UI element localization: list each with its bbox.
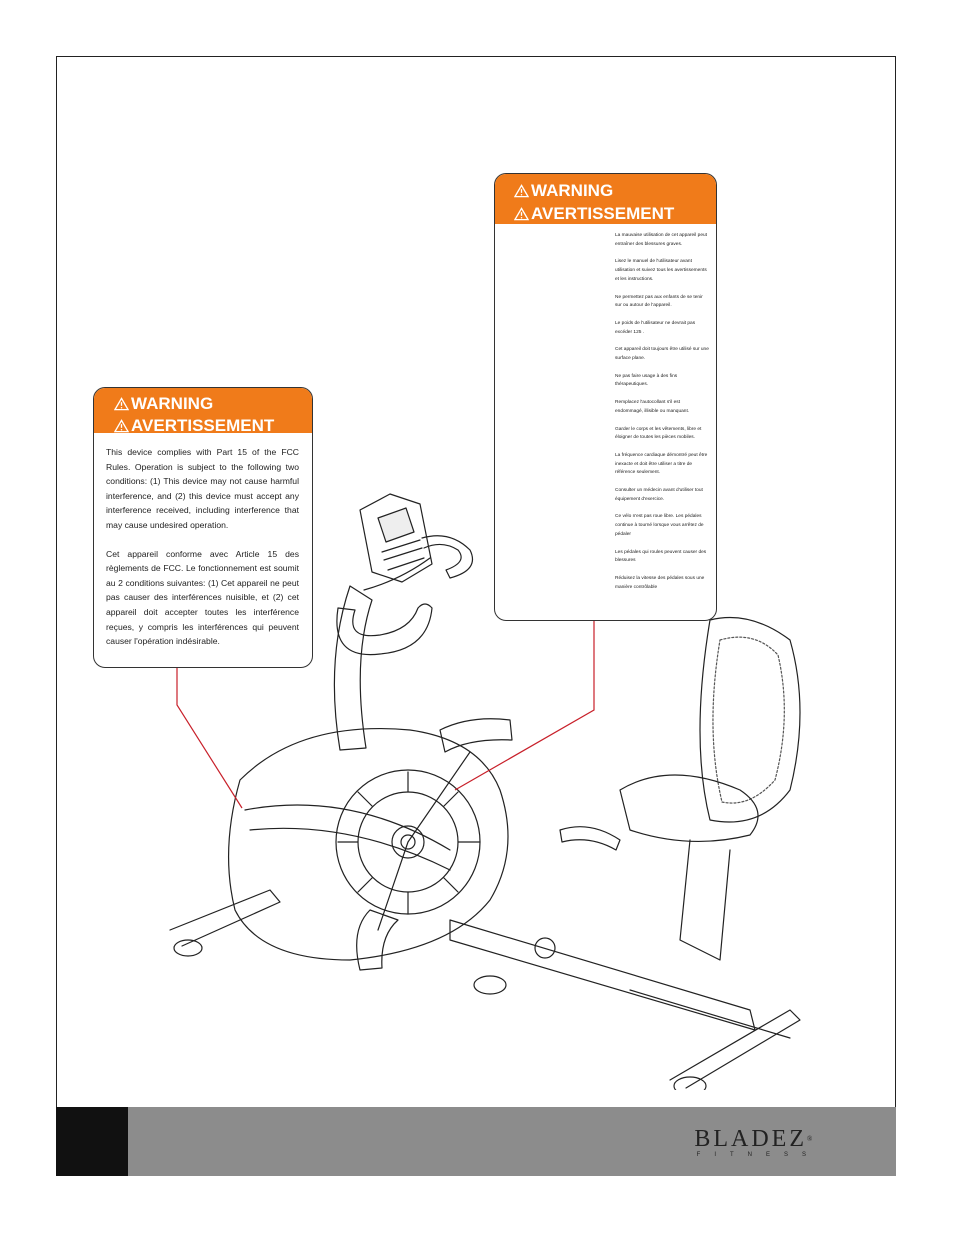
fcc-paragraph-english: This device complies with Part 15 of the FCC Rules. Operation is subject to the following two conditions: (1) This device may not cause harmful interference, and (2) this device must accept any interference received, including interference that may cause undesired operation.: [106, 447, 299, 530]
safety-item: Le poids de l'utilisateur ne devrait pas excéder 125 .: [615, 320, 696, 335]
warning-header: [495, 174, 716, 224]
safety-item: Les pédales qui roules peuvent causer des blessures: [615, 549, 707, 564]
right-leader-line: [455, 619, 594, 790]
warning-title: WARNING: [131, 394, 214, 413]
footer-band: [128, 1107, 896, 1176]
safety-item: Ne pas faire usage à des fins thérapeutiques.: [615, 373, 678, 388]
safety-item: Cet appareil doit toujours être utilisé sur une surface plane.: [615, 347, 709, 362]
safety-item: Consulter un médecin avant d'utiliser tout équipement d'exercice.: [615, 488, 703, 502]
safety-item: Ce vélo n'est pas roue libre. Les pédales continue à tourné lorsque vous arrêtez de pédaler: [615, 514, 704, 537]
warning-triangle-icon: [114, 397, 129, 411]
bladez-fitness-logo: [687, 1127, 820, 1159]
fcc-warning-label: [93, 387, 313, 668]
avertissement-title: AVERTISSEMENT: [131, 416, 275, 435]
warning-triangle-icon: [514, 184, 529, 198]
footer-page-number-block: [56, 1107, 128, 1176]
warning-triangle-icon: [514, 207, 529, 221]
safety-item: Remplacez l'autocollant s'il est endommagé, illisible ou manquant.: [615, 400, 690, 414]
warning-header: [94, 388, 312, 433]
logo-wordmark: BLADEZ: [694, 1126, 807, 1152]
left-leader-line: [177, 666, 242, 808]
safety-item: Garder le corps et les vêtements, libre et éloigner de toutes les pièces mobiles.: [615, 426, 702, 441]
safety-item: Réduisez la vitesse des pédales sous une manière contrôlable: [615, 575, 705, 590]
logo-registered-mark: ®: [806, 1135, 813, 1143]
page-footer: [56, 1107, 896, 1176]
safety-instructions: [615, 232, 709, 601]
safety-warning-label: [494, 173, 717, 621]
logo-tagline: FITNESS: [696, 1152, 820, 1158]
safety-item: Lisez le manuel de l'utilisateur avant utilisation et suivez tous les avertissements et les instructions.: [615, 259, 707, 282]
safety-item: Ne permettez pas aux enfants de se tenir sur ou autour de l'appareil.: [615, 294, 703, 309]
fcc-text: [94, 433, 312, 649]
warning-triangle-icon: [114, 419, 129, 433]
safety-item: La fréquence cardiaque démontré peut être inexacte et doit être utiliser a titre de référence seulement.: [615, 452, 708, 476]
fcc-paragraph-french: Cet appareil conforme avec Article 15 des règlements de FCC. Le fonctionnement est soumit au 2 conditions suivantes: (1) Cet appareil ne peut pas causer des interférences nuisible, et (2) cet appareil doit accepter toutes les interférence reçues, y compris les interférences qui peuvent causer l'opération indésirable.: [106, 548, 299, 647]
safety-item: La mauvaise utilisation de cet appareil peut entraîner des blessures graves.: [615, 233, 707, 247]
warning-title: WARNING: [531, 181, 614, 200]
avertissement-title: AVERTISSEMENT: [531, 204, 675, 223]
